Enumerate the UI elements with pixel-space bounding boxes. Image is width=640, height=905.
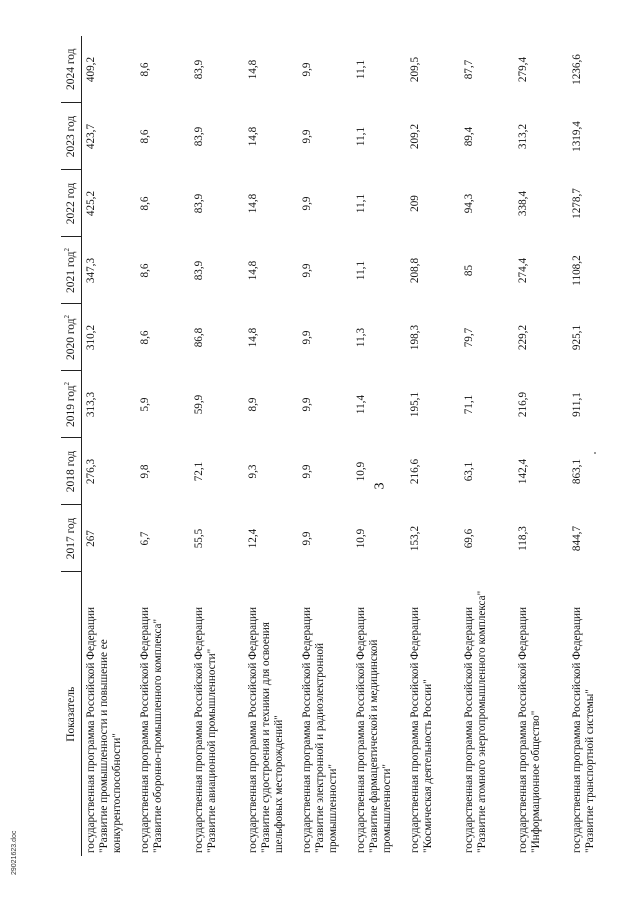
program-name-cell: государственная программа Российской Федерации "Развитие оборонно-промышленного комплекса" <box>139 607 164 853</box>
footer-document-code: 29021623.doc <box>11 830 18 875</box>
footnote-marker: 2 <box>62 381 71 386</box>
value-cell: 9,9 <box>301 196 313 211</box>
value-cell: 313,3 <box>85 391 97 418</box>
value-cell: 83,9 <box>193 260 205 281</box>
value-cell: 8,6 <box>139 196 151 211</box>
value-cell: 9,9 <box>301 397 313 412</box>
program-name-cell: государственная программа Российской Федерации "Развитие авиационной промышленности" <box>193 607 218 853</box>
value-cell: 9,9 <box>301 464 313 479</box>
value-cell: 313,2 <box>517 123 529 150</box>
value-cell: 72,1 <box>193 461 205 482</box>
value-cell: 14,8 <box>247 59 259 80</box>
value-cell: 267 <box>85 530 97 547</box>
footnote-marker: 2 <box>62 247 71 252</box>
value-cell: 83,9 <box>193 193 205 214</box>
value-cell: 9,3 <box>247 464 259 479</box>
value-cell: 209,2 <box>409 123 421 150</box>
value-cell: 425,2 <box>85 190 97 217</box>
year-label: 2021 год <box>64 251 77 294</box>
value-cell: 9,9 <box>301 263 313 278</box>
program-name-cell: государственная программа Российской Федерации "Информационное общество" <box>517 607 542 853</box>
value-cell: 9,9 <box>301 129 313 144</box>
program-name-cell: государственная программа Российской Федерации "Развитие электронной и радиоэлектронной промышленности" <box>301 607 339 853</box>
program-name-cell: государственная программа Российской Федерации "Развитие промышленности и повышение ее конкурентоспособности" <box>85 607 123 853</box>
value-cell: 9,9 <box>301 330 313 345</box>
value-cell: 71,1 <box>463 394 475 415</box>
value-cell: 11,4 <box>355 394 367 415</box>
value-cell: 216,6 <box>409 458 421 485</box>
table-row <box>568 36 622 856</box>
value-cell: 409,2 <box>85 56 97 83</box>
value-cell: 5,9 <box>139 397 151 412</box>
year-column-header <box>61 237 82 304</box>
value-cell: 79,7 <box>463 327 475 348</box>
value-cell: 14,8 <box>247 327 259 348</box>
value-cell: 153,2 <box>409 525 421 552</box>
value-cell: 14,8 <box>247 193 259 214</box>
table-row <box>406 36 460 856</box>
program-name-cell: государственная программа Российской Федерации "Космическая деятельность России" <box>409 607 434 853</box>
table-row <box>352 36 406 856</box>
year-column-header <box>61 170 82 237</box>
indicator-column-header: Показатель <box>61 572 82 856</box>
value-cell: 6,7 <box>139 531 151 546</box>
table-body <box>82 36 623 856</box>
value-cell: 209 <box>409 195 421 212</box>
value-cell: 198,3 <box>409 324 421 351</box>
program-name-cell: государственная программа Российской Федерации "Развитие атомного энергопромышленного комплекса" <box>463 590 488 853</box>
year-label: 2020 год <box>64 318 77 361</box>
value-cell: 9,9 <box>301 62 313 77</box>
year-column-header <box>61 505 82 572</box>
value-cell: 86,8 <box>193 327 205 348</box>
value-cell: 279,4 <box>517 56 529 83</box>
page-number: 3 <box>372 482 388 490</box>
indicators-table <box>61 36 622 856</box>
value-cell: 276,3 <box>85 458 97 485</box>
value-cell: 11,1 <box>355 59 367 80</box>
value-cell: 9,8 <box>139 464 151 479</box>
value-cell: 118,3 <box>517 526 529 551</box>
value-cell: 14,8 <box>247 126 259 147</box>
table-row <box>244 36 298 856</box>
year-label: 2023 год <box>64 115 77 158</box>
value-cell: 209,5 <box>409 56 421 83</box>
value-cell: 8,6 <box>139 330 151 345</box>
value-cell: 8,9 <box>247 397 259 412</box>
value-cell: 11,1 <box>355 193 367 214</box>
program-name-cell: государственная программа Российской Федерации "Развитие фармацевтической и медицинской промышленности" <box>355 607 393 853</box>
year-column-header <box>61 36 82 103</box>
value-cell: 85 <box>463 264 475 277</box>
value-cell: 1108,2 <box>571 255 583 286</box>
value-cell: 310,2 <box>85 324 97 351</box>
year-label: 2024 год <box>64 48 77 91</box>
program-name-cell: государственная программа Российской Федерации "Развитие транспортной системы" <box>571 607 596 853</box>
value-cell: 274,4 <box>517 257 529 284</box>
scan-speck <box>594 452 596 454</box>
value-cell: 347,3 <box>85 257 97 284</box>
value-cell: 94,3 <box>463 193 475 214</box>
table-row <box>82 36 137 856</box>
year-column-header <box>61 438 82 505</box>
value-cell: 925,1 <box>571 324 583 351</box>
value-cell: 1236,6 <box>571 54 583 85</box>
value-cell: 195,1 <box>409 391 421 418</box>
value-cell: 216,9 <box>517 391 529 418</box>
value-cell: 208,8 <box>409 257 421 284</box>
year-label: 2019 год <box>64 385 77 428</box>
value-cell: 10,9 <box>355 528 367 549</box>
value-cell: 63,1 <box>463 461 475 482</box>
footnote-marker: 2 <box>62 314 71 319</box>
value-cell: 844,7 <box>571 525 583 552</box>
value-cell: 14,8 <box>247 260 259 281</box>
value-cell: 863,1 <box>571 458 583 485</box>
value-cell: 8,6 <box>139 129 151 144</box>
year-column-header <box>61 304 82 371</box>
value-cell: 83,9 <box>193 59 205 80</box>
value-cell: 229,2 <box>517 324 529 351</box>
value-cell: 911,1 <box>571 392 583 417</box>
table-row <box>190 36 244 856</box>
value-cell: 1319,4 <box>571 121 583 152</box>
year-column-header <box>61 103 82 170</box>
year-label: 2017 год <box>64 517 77 560</box>
value-cell: 8,6 <box>139 62 151 77</box>
table-row <box>514 36 568 856</box>
table-row <box>298 36 352 856</box>
table-row <box>136 36 190 856</box>
value-cell: 59,9 <box>193 394 205 415</box>
value-cell: 55,5 <box>193 528 205 549</box>
year-label: 2018 год <box>64 450 77 493</box>
value-cell: 8,6 <box>139 263 151 278</box>
year-label: 2022 год <box>64 182 77 225</box>
value-cell: 10,9 <box>355 461 367 482</box>
value-cell: 9,9 <box>301 531 313 546</box>
program-name-cell: государственная программа Российской Федерации "Развитие судостроения и техники для освоения шельфовых месторождений" <box>247 607 285 853</box>
value-cell: 69,6 <box>463 528 475 549</box>
value-cell: 11,3 <box>355 327 367 348</box>
value-cell: 83,9 <box>193 126 205 147</box>
value-cell: 12,4 <box>247 528 259 549</box>
table-header-row <box>61 36 82 856</box>
rotated-page-content <box>61 36 621 856</box>
value-cell: 11,1 <box>355 126 367 147</box>
value-cell: 11,1 <box>355 260 367 281</box>
value-cell: 338,4 <box>517 190 529 217</box>
table-row <box>460 36 514 856</box>
value-cell: 1278,7 <box>571 188 583 219</box>
year-column-header <box>61 371 82 438</box>
value-cell: 87,7 <box>463 59 475 80</box>
value-cell: 142,4 <box>517 458 529 485</box>
value-cell: 89,4 <box>463 126 475 147</box>
value-cell: 423,7 <box>85 123 97 150</box>
